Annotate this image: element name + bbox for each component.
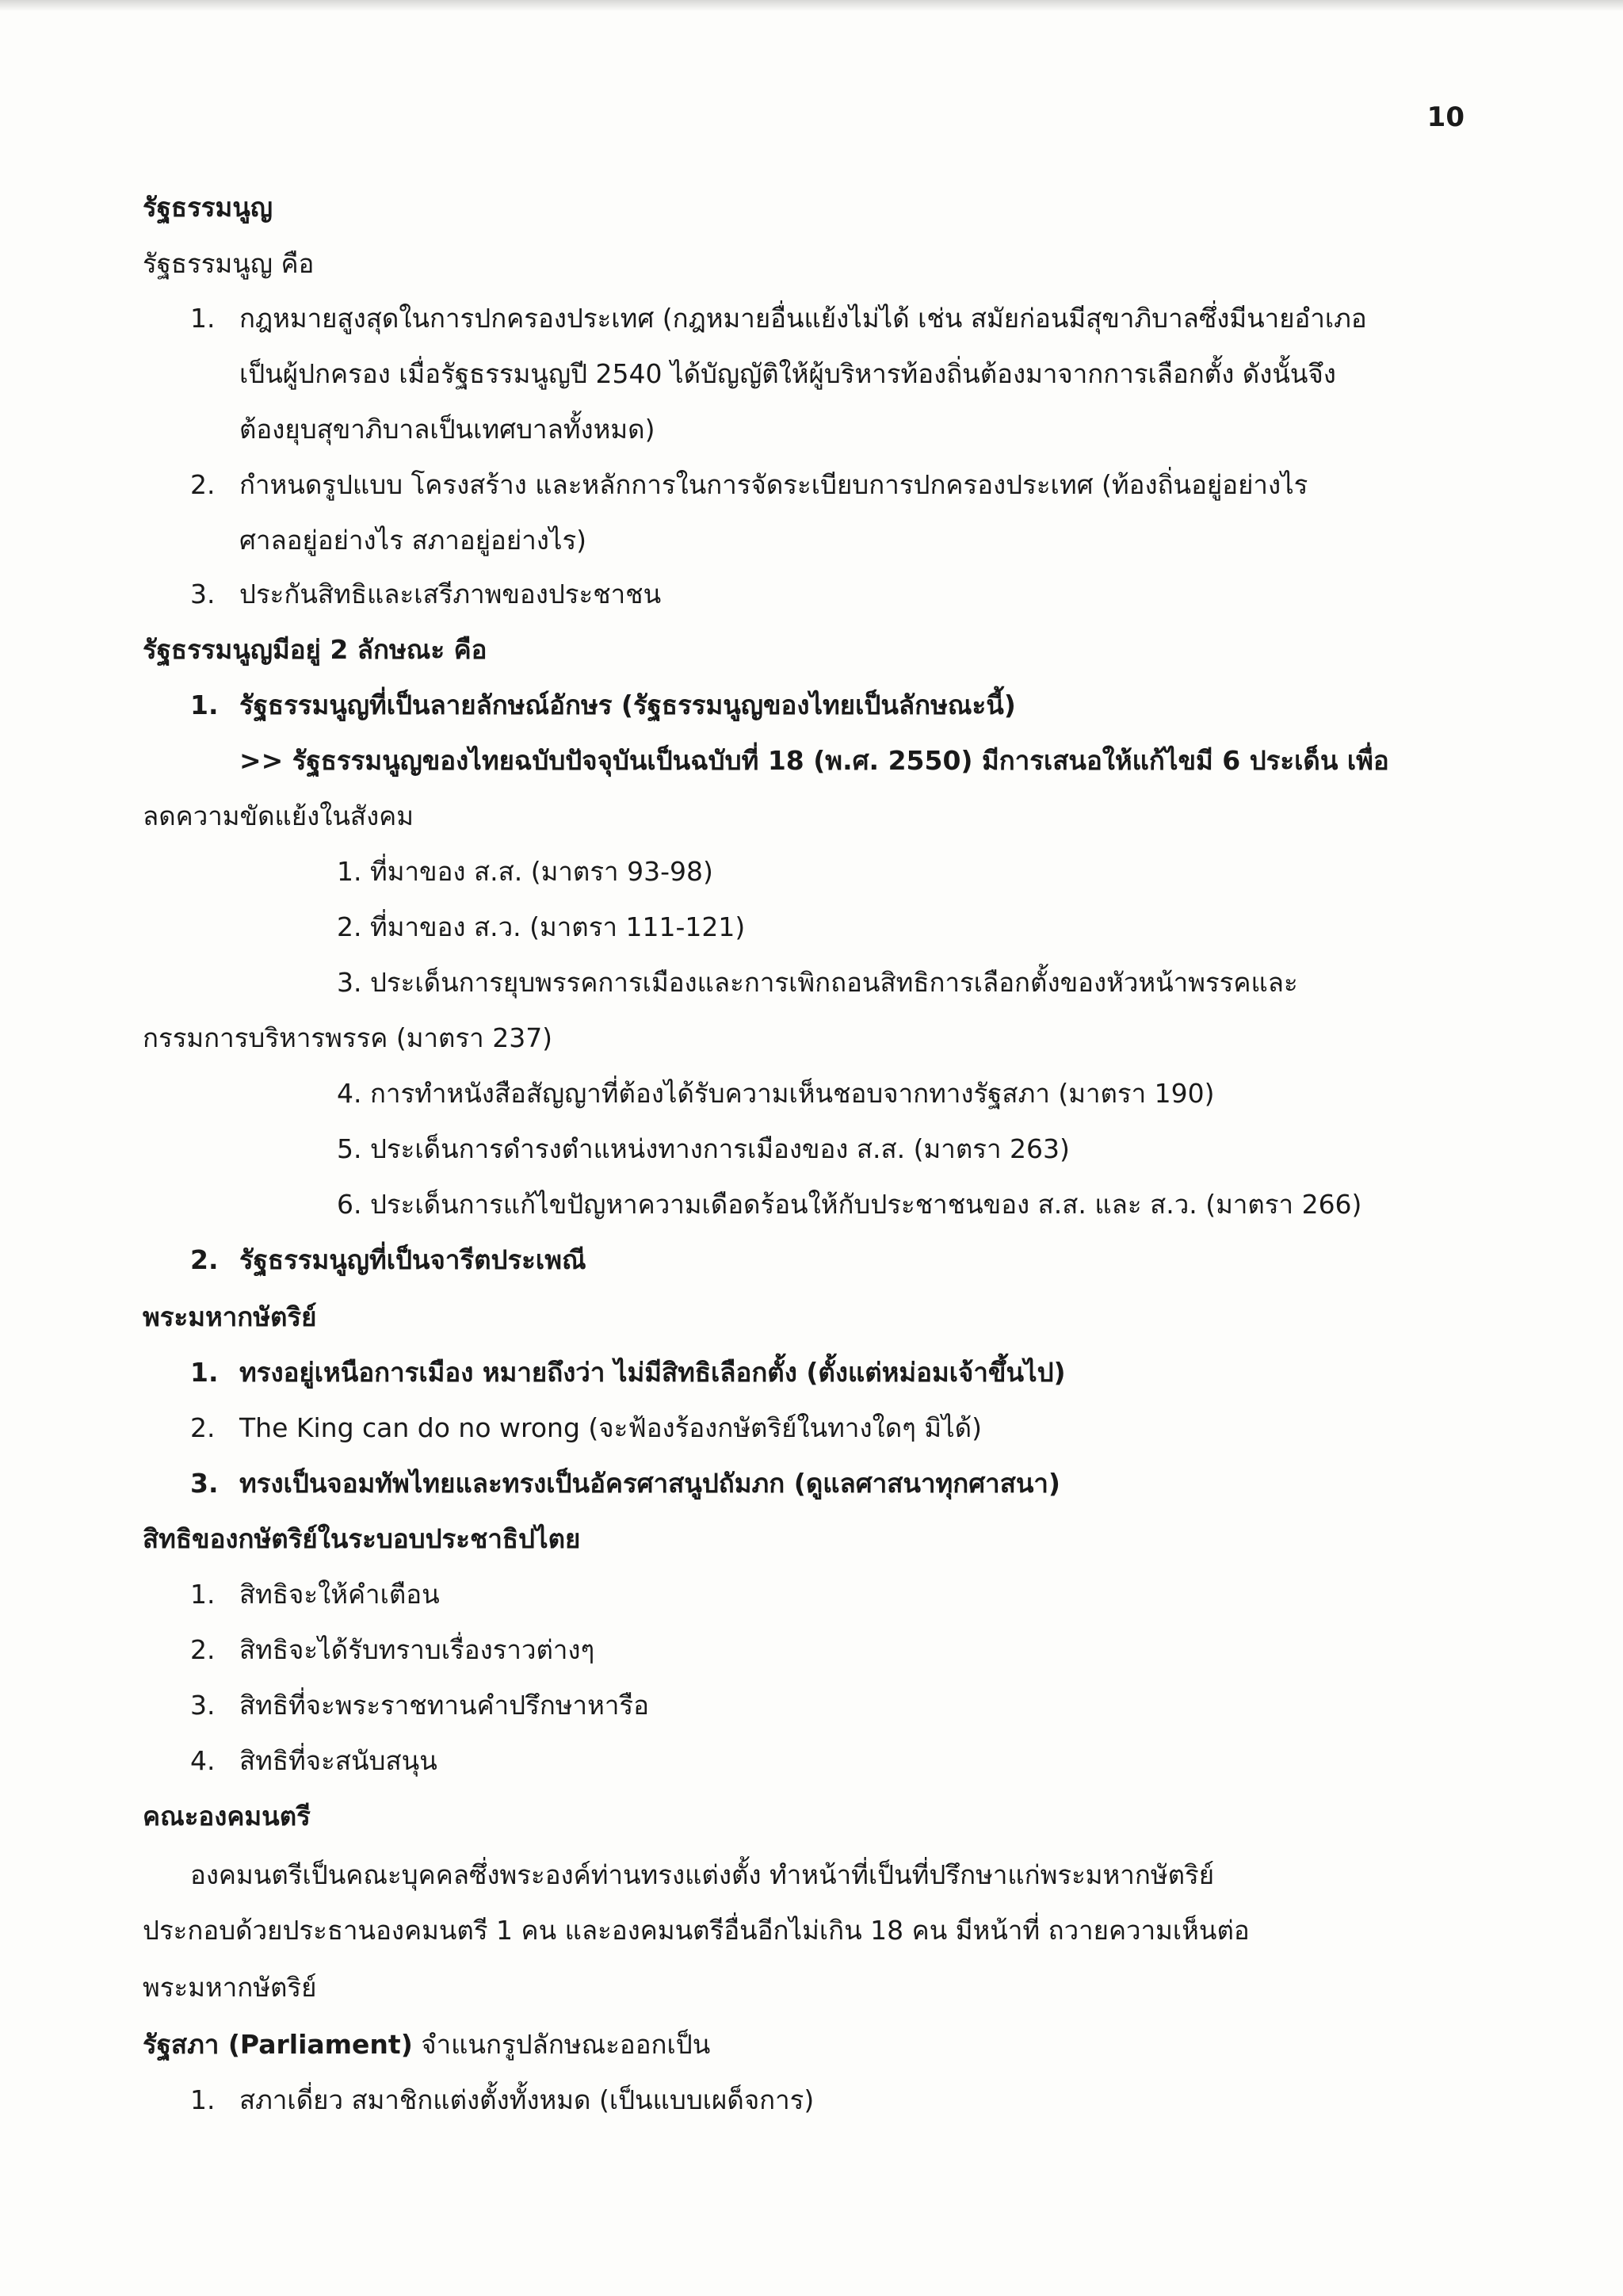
amendment-point: 6. ประเด็นการแก้ไขปัญหาความเดือดร้อนให้กับประชาชนของ ส.ส. และ ส.ว. (มาตรา 266) [337, 1189, 1362, 1220]
amendment-point: 5. ประเด็นการดำรงตำแหน่งทางการเมืองของ ส.ส. (มาตรา 263) [337, 1133, 1070, 1164]
item-text: สิทธิที่จะพระราชทานคำปรึกษาหารือ [239, 1690, 649, 1721]
item-number: 3. [190, 579, 216, 609]
item-number: 4. [190, 1745, 216, 1776]
heading-constitution: รัฐธรรมนูญ [143, 192, 273, 223]
king-item [190, 1411, 982, 1446]
king-item [190, 1355, 1066, 1390]
scan-edge-shadow [0, 0, 1623, 11]
item-text: สิทธิจะได้รับทราบเรื่องราวต่างๆ [239, 1634, 595, 1665]
item-text: ทรงเป็นจอมทัพไทยและทรงเป็นอัครศาสนูปถัมภก (ดูแลศาสนาทุกศาสนา) [239, 1468, 1061, 1499]
king-right-item [190, 1633, 594, 1668]
heading-constitution-types: รัฐธรรมนูญมีอยู่ 2 ลักษณะ คือ [143, 634, 487, 665]
item-number: 2. [190, 1634, 216, 1665]
heading-king: พระมหากษัตริย์ [143, 1301, 317, 1332]
item-text: ทรงอยู่เหนือการเมือง หมายถึงว่า ไม่มีสิทธิเลือกตั้ง (ตั้งแต่หม่อมเจ้าขึ้นไป) [239, 1357, 1066, 1388]
item-number: 2. [190, 1244, 219, 1275]
constitution-intro: รัฐธรรมนูญ คือ [143, 248, 315, 279]
page-number: 10 [1426, 101, 1465, 133]
heading-parliament [143, 2027, 710, 2062]
constitution-type-1 [190, 688, 1016, 723]
item-number: 1. [190, 690, 219, 720]
item-text: สิทธิจะให้คำเตือน [239, 1579, 440, 1610]
item-text: สภาเดี่ยว สมาชิกแต่งตั้งทั้งหมด (เป็นแบบเผด็จการ) [239, 2084, 815, 2115]
constitution-item-1 [190, 301, 1462, 336]
constitution-item-3 [190, 577, 661, 612]
item-number: 1. [190, 1579, 216, 1610]
item-number: 2. [190, 1412, 216, 1443]
amendment-note: >> รัฐธรรมนูญของไทยฉบับปัจจุบันเป็นฉบับที่ 18 (พ.ศ. 2550) มีการเสนอให้แก้ไขมี 6 ประเด็น เพื่อ [239, 745, 1389, 776]
amendment-point: 1. ที่มาของ ส.ส. (มาตรา 93-98) [337, 856, 713, 887]
constitution-item-2-cont: ศาลอยู่อย่างไร สภาอยู่อย่างไร) [239, 525, 587, 556]
parliament-item [190, 2083, 814, 2118]
constitution-type-2 [190, 1243, 586, 1278]
item-text: ประกันสิทธิและเสรีภาพของประชาชน [239, 579, 662, 609]
constitution-item-1-cont: เป็นผู้ปกครอง เมื่อรัฐธรรมนูญปี 2540 ได้บัญญัติให้ผู้บริหารท้องถิ่นต้องมาจากการเลือกตั้ง ดังนั้นจึง [239, 358, 1336, 389]
privy-council-text: พระมหากษัตริย์ [143, 1972, 317, 2003]
item-text: รัฐธรรมนูญที่เป็นจารีตประเพณี [239, 1244, 586, 1275]
amendment-point: 4. การทำหนังสือสัญญาที่ต้องได้รับความเห็นชอบจากทางรัฐสภา (มาตรา 190) [337, 1078, 1215, 1109]
item-number: 1. [190, 1357, 219, 1388]
heading-king-rights: สิทธิของกษัตริย์ในระบอบประชาธิปไตย [143, 1523, 581, 1554]
item-number: 1. [190, 303, 216, 334]
amendment-point-cont: กรรมการบริหารพรรค (มาตรา 237) [143, 1022, 553, 1053]
item-number: 3. [190, 1690, 216, 1721]
item-number: 2. [190, 469, 216, 500]
king-right-item [190, 1688, 649, 1723]
item-text: สิทธิที่จะสนับสนุน [239, 1745, 437, 1776]
amendment-point: 2. ที่มาของ ส.ว. (มาตรา 111-121) [337, 911, 746, 942]
heading-privy-council: คณะองคมนตรี [143, 1801, 311, 1832]
item-text: The King can do no wrong (จะฟ้องร้องกษัตริย์ในทางใดๆ มิได้) [239, 1412, 982, 1443]
king-item [190, 1466, 1060, 1501]
amendment-point: 3. ประเด็นการยุบพรรคการเมืองและการเพิกถอนสิทธิการเลือกตั้งของหัวหน้าพรรคและ [337, 967, 1298, 998]
parliament-heading-rest: จำแนกรูปลักษณะออกเป็น [412, 2029, 711, 2060]
item-number: 3. [190, 1468, 219, 1499]
item-text: รัฐธรรมนูญที่เป็นลายลักษณ์อักษร (รัฐธรรมนูญของไทยเป็นลักษณะนี้) [239, 690, 1016, 720]
item-number: 1. [190, 2084, 216, 2115]
item-text: กำหนดรูปแบบ โครงสร้าง และหลักการในการจัดระเบียบการปกครองประเทศ (ท้องถิ่นอยู่อย่างไร [239, 469, 1308, 500]
constitution-item-2 [190, 468, 1308, 502]
king-right-item [190, 1744, 437, 1778]
king-right-item [190, 1577, 440, 1612]
parliament-heading-bold: รัฐสภา (Parliament) [143, 2029, 413, 2060]
amendment-note-cont: ลดความขัดแย้งในสังคม [143, 800, 414, 831]
constitution-item-1-cont: ต้องยุบสุขาภิบาลเป็นเทศบาลทั้งหมด) [239, 414, 655, 445]
privy-council-text: องคมนตรีเป็นคณะบุคคลซึ่งพระองค์ท่านทรงแต่งตั้ง ทำหน้าที่เป็นที่ปรึกษาแก่พระมหากษัตริย์ [190, 1859, 1215, 1890]
item-text: กฎหมายสูงสุดในการปกครองประเทศ (กฎหมายอื่นแย้งไม่ได้ เช่น สมัยก่อนมีสุขาภิบาลซึ่งมีนายอำเภอ [239, 303, 1367, 334]
privy-council-text: ประกอบด้วยประธานองคมนตรี 1 คน และองคมนตรีอื่นอีกไม่เกิน 18 คน มีหน้าที่ ถวายความเห็นต่อ [143, 1915, 1250, 1946]
